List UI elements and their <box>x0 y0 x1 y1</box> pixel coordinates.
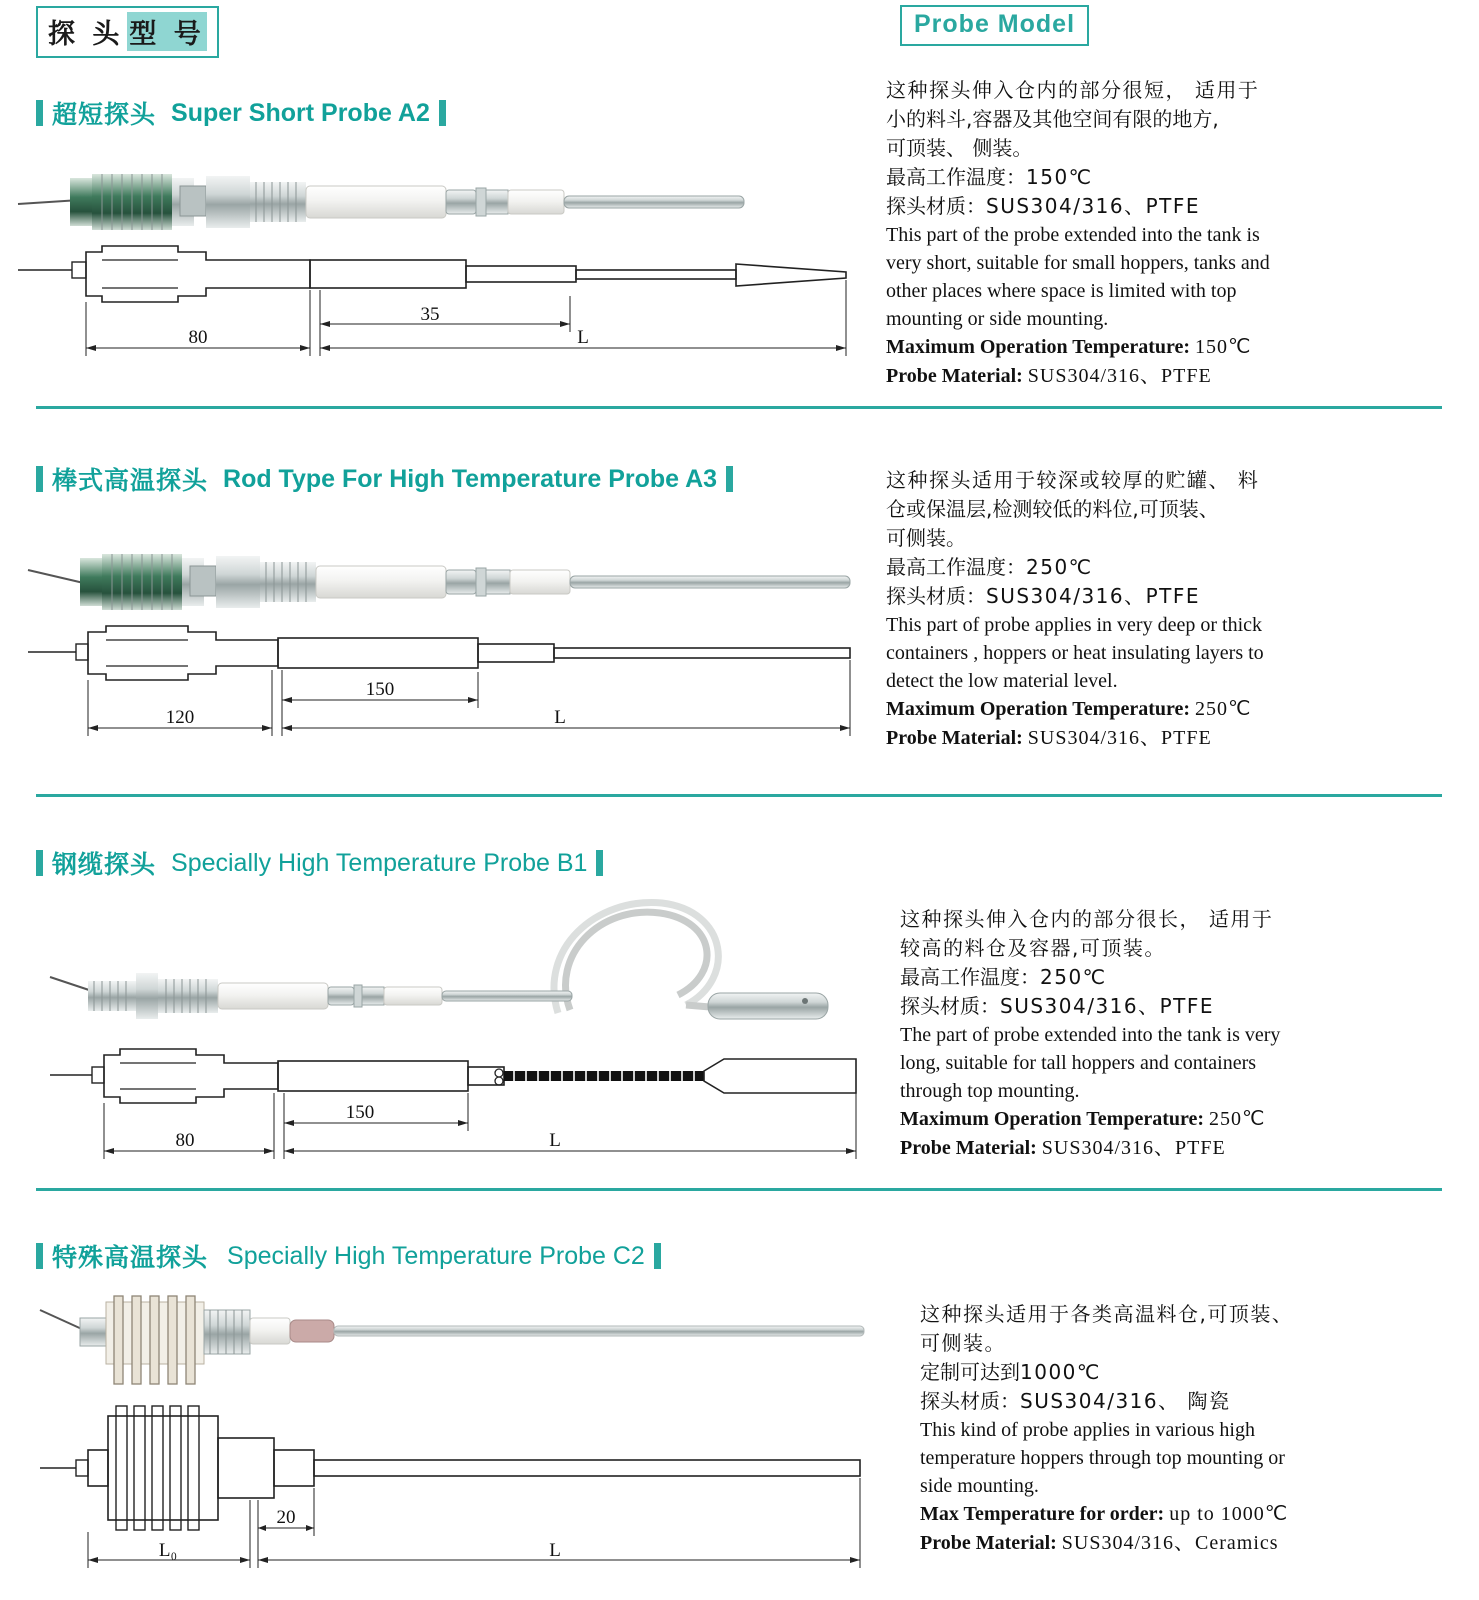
a2-temp-cn <box>886 163 1426 192</box>
c2-temp-label-en: Max Temperature for order: <box>920 1503 1165 1525</box>
section-b1-title-en: Specially High Temperature Probe B1 <box>171 848 588 877</box>
c2-material-en <box>920 1529 1460 1558</box>
b1-temp-value-cn: 250℃ <box>1040 965 1107 989</box>
a2-material-label-en: Probe Material: <box>886 365 1023 387</box>
a3-material-value-cn: SUS304/316、PTFE <box>986 584 1201 608</box>
drawing-a2 <box>10 160 870 380</box>
c2-desc-en-2: temperature hoppers through top mounting or <box>920 1447 1285 1469</box>
description-a2 <box>886 76 1426 391</box>
dim-c2-L: L <box>549 1540 561 1561</box>
b1-material-en <box>900 1134 1440 1163</box>
a3-material-label-cn: 探头材质： <box>886 584 986 608</box>
a3-temp-label-cn: 最高工作温度： <box>886 555 1026 579</box>
accent-bar-icon <box>439 100 446 126</box>
dim-a3-120: 120 <box>165 707 195 728</box>
a3-temp-cn <box>886 553 1426 582</box>
section-title-b1 <box>36 845 603 881</box>
page-title-en-label: Probe Model <box>914 10 1076 38</box>
a2-temp-label-en: Maximum Operation Temperature: <box>886 336 1191 358</box>
page-title-cn <box>36 6 219 58</box>
page-title-cn-part2: 型 号 <box>127 12 206 51</box>
a2-desc-cn-1: 这种探头伸入仓内的部分很短， 适用于 <box>886 78 1260 102</box>
c2-temp-label-cn: 定制可达到 <box>920 1360 1020 1384</box>
c2-temp-value-cn: 1000℃ <box>1020 1360 1101 1384</box>
dim-a3-150: 150 <box>365 679 395 700</box>
c2-material-label-en: Probe Material: <box>920 1532 1057 1554</box>
a3-temp-value-en: 250℃ <box>1195 698 1252 720</box>
c2-temp-en <box>920 1500 1460 1529</box>
accent-bar-icon <box>654 1243 661 1269</box>
description-c2 <box>920 1300 1460 1558</box>
accent-bar-icon <box>36 466 43 492</box>
dim-a2-35: 35 <box>420 304 440 325</box>
section-a3-title-en: Rod Type For High Temperature Probe A3 <box>223 464 718 493</box>
page-title-en <box>900 5 1089 46</box>
a3-material-en <box>886 724 1426 753</box>
dim-b1-80: 80 <box>175 1130 195 1151</box>
accent-bar-icon <box>36 100 43 126</box>
a3-temp-label-en: Maximum Operation Temperature: <box>886 698 1191 720</box>
b1-desc-cn-1: 这种探头伸入仓内的部分很长， 适用于 <box>900 907 1274 931</box>
accent-bar-icon <box>36 850 43 876</box>
dim-c2-L0: L₀ <box>158 1540 178 1561</box>
b1-material-value-en: SUS304/316、PTFE <box>1041 1137 1226 1159</box>
a2-temp-value-cn: 150℃ <box>1026 165 1093 189</box>
section-a3-title-cn: 棒式高温探头 <box>52 466 209 495</box>
accent-bar-icon <box>726 466 733 492</box>
a3-desc-cn-3: 可侧装。 <box>886 526 966 550</box>
section-title-a2 <box>36 95 446 131</box>
section-c2-title-en: Specially High Temperature Probe C2 <box>227 1241 645 1270</box>
c2-desc-en-3: side mounting. <box>920 1475 1039 1497</box>
b1-desc-en-2: long, suitable for tall hoppers and containers <box>900 1052 1257 1074</box>
a3-desc-en-1: This part of probe applies in very deep or thick <box>886 614 1262 636</box>
a3-desc-cn-1: 这种探头适用于较深或较厚的贮罐、 料 <box>886 468 1260 492</box>
drawing-b1 <box>10 895 890 1175</box>
dim-a3-L: L <box>554 707 566 728</box>
a2-temp-value-en: 150℃ <box>1195 336 1252 358</box>
a2-material-cn <box>886 192 1426 221</box>
c2-material-cn <box>920 1387 1460 1416</box>
description-a3 <box>886 466 1426 753</box>
b1-temp-cn <box>900 963 1440 992</box>
description-b1 <box>900 905 1440 1163</box>
a2-desc-en-2: very short, suitable for small hoppers, tanks and <box>886 252 1270 274</box>
page-title-cn-part1: 探 头 <box>48 19 124 50</box>
dim-c2-20: 20 <box>276 1507 296 1528</box>
b1-temp-label-en: Maximum Operation Temperature: <box>900 1108 1205 1130</box>
a3-desc-en-2: containers , hoppers or heat insulating layers to <box>886 642 1264 664</box>
c2-temp-cn <box>920 1358 1460 1387</box>
a3-desc-cn-2: 仓或保温层,检测较低的料位,可顶装、 <box>886 497 1219 521</box>
dim-b1-150: 150 <box>345 1102 375 1123</box>
a2-desc-en-3: other places where space is limited with top <box>886 280 1237 302</box>
a3-temp-value-cn: 250℃ <box>1026 555 1093 579</box>
b1-desc-en-1: The part of probe extended into the tank is very <box>900 1024 1281 1046</box>
b1-material-cn <box>900 992 1440 1021</box>
c2-desc-en-1: This kind of probe applies in various high <box>920 1419 1255 1441</box>
a2-desc-en-1: This part of the probe extended into the tank is <box>886 224 1260 246</box>
b1-temp-value-en: 250℃ <box>1209 1108 1266 1130</box>
c2-material-value-cn: SUS304/316、 陶瓷 <box>1020 1389 1231 1413</box>
section-title-a3 <box>36 461 733 497</box>
a2-material-value-cn: SUS304/316、PTFE <box>986 194 1201 218</box>
c2-desc-cn-1: 这种探头适用于各类高温料仓,可顶装、 <box>920 1302 1294 1326</box>
a2-temp-en <box>886 333 1426 362</box>
a3-temp-en <box>886 695 1426 724</box>
c2-material-label-cn: 探头材质： <box>920 1389 1020 1413</box>
dim-a2-L: L <box>577 327 589 348</box>
section-a2-title-en: Super Short Probe A2 <box>171 98 430 127</box>
accent-bar-icon <box>36 1243 43 1269</box>
drawing-c2 <box>10 1288 890 1588</box>
a2-material-label-cn: 探头材质： <box>886 194 986 218</box>
section-a2-title-cn: 超短探头 <box>52 100 157 129</box>
b1-material-value-cn: SUS304/316、PTFE <box>1000 994 1215 1018</box>
a2-desc-cn-3: 可顶装、 侧装。 <box>886 136 1033 160</box>
a2-desc-en-4: mounting or side mounting. <box>886 308 1109 330</box>
c2-material-value-en: SUS304/316、Ceramics <box>1061 1532 1279 1554</box>
dim-b1-L: L <box>549 1130 561 1151</box>
a3-material-value-en: SUS304/316、PTFE <box>1027 727 1212 749</box>
a3-desc-en-3: detect the low material level. <box>886 670 1118 692</box>
section-title-c2 <box>36 1238 661 1274</box>
accent-bar-icon <box>596 850 603 876</box>
b1-material-label-en: Probe Material: <box>900 1137 1037 1159</box>
c2-temp-value-en: up to 1000℃ <box>1169 1503 1289 1525</box>
section-b1-title-cn: 钢缆探头 <box>52 850 157 879</box>
section-divider <box>36 794 1442 797</box>
b1-temp-label-cn: 最高工作温度： <box>900 965 1040 989</box>
drawing-a3 <box>10 540 870 760</box>
section-c2-title-cn: 特殊高温探头 <box>52 1243 209 1272</box>
section-divider <box>36 1188 1442 1191</box>
a2-material-en <box>886 362 1426 391</box>
b1-desc-cn-2: 较高的料仓及容器,可顶装。 <box>900 936 1166 960</box>
b1-material-label-cn: 探头材质： <box>900 994 1000 1018</box>
section-divider <box>36 406 1442 409</box>
a2-temp-label-cn: 最高工作温度： <box>886 165 1026 189</box>
a3-material-label-en: Probe Material: <box>886 727 1023 749</box>
a3-material-cn <box>886 582 1426 611</box>
b1-desc-en-3: through top mounting. <box>900 1080 1080 1102</box>
a2-material-value-en: SUS304/316、PTFE <box>1027 365 1212 387</box>
c2-desc-cn-2: 可侧装。 <box>920 1331 1006 1355</box>
a2-desc-cn-2: 小的料斗,容器及其他空间有限的地方, <box>886 107 1219 131</box>
dim-a2-80: 80 <box>188 327 208 348</box>
b1-temp-en <box>900 1105 1440 1134</box>
